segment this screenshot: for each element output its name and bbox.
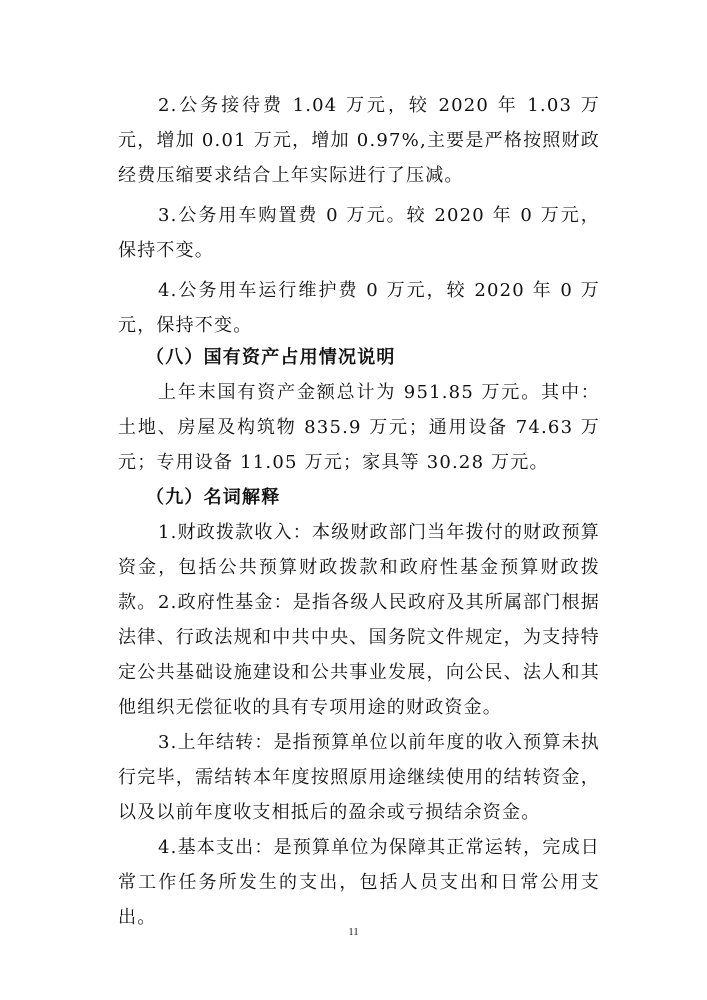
section-8-heading: （八）国有资产占用情况说明	[146, 347, 396, 368]
definition-item: 2.政府性基金：是指各级人民政府及其所属部门根据法律、行政法规和中共中央、国务院文件规定，为支持特定公共基础设施建设和公共事业发展，向公民、法人和其他组织无偿征收的具有专项用途的财政资金。	[118, 592, 600, 718]
paragraph-vehicle-maintenance: 4.公务用车运行维护费 0 万元，较 2020 年 0 万元，保持不变。	[118, 280, 600, 336]
definition-item: 3.上年结转：是指预算单位以前年度的收入预算未执行完毕，需结转本年度按照原用途继续使用的结转资金，以及以前年度收支相抵后的盈余或亏损结余资金。	[118, 732, 600, 823]
section-9-heading: （九）名词解释	[146, 487, 281, 508]
definition-item: 4.基本支出：是预算单位为保障其正常运转，完成日常工作任务所发生的支出，包括人员支出和日常公用支出。	[118, 837, 600, 928]
paragraph-vehicle-purchase: 3.公务用车购置费 0 万元。较 2020 年 0 万元，保持不变。	[118, 205, 600, 261]
page-number: 11	[348, 926, 359, 938]
paragraph-reception-expenses: 2.公务接待费 1.04 万元，较 2020 年 1.03 万元，增加 0.01 万元，增加 0.97%,主要是严格按照财政经费压缩要求结合上年实际进行了压减。	[118, 95, 600, 186]
definition-item: 1.财政拨款收入：本级财政部门当年拨付的财政预算资金，包括公共预算财政拨款和政府性基金预算财政拨款。	[118, 522, 600, 613]
section-8-body: 上年末国有资产金额总计为 951.85 万元。其中：土地、房屋及构筑物 835.9 万元；通用设备 74.63 万元；专用设备 11.05 万元；家具等 30.28 万元。	[118, 382, 600, 473]
